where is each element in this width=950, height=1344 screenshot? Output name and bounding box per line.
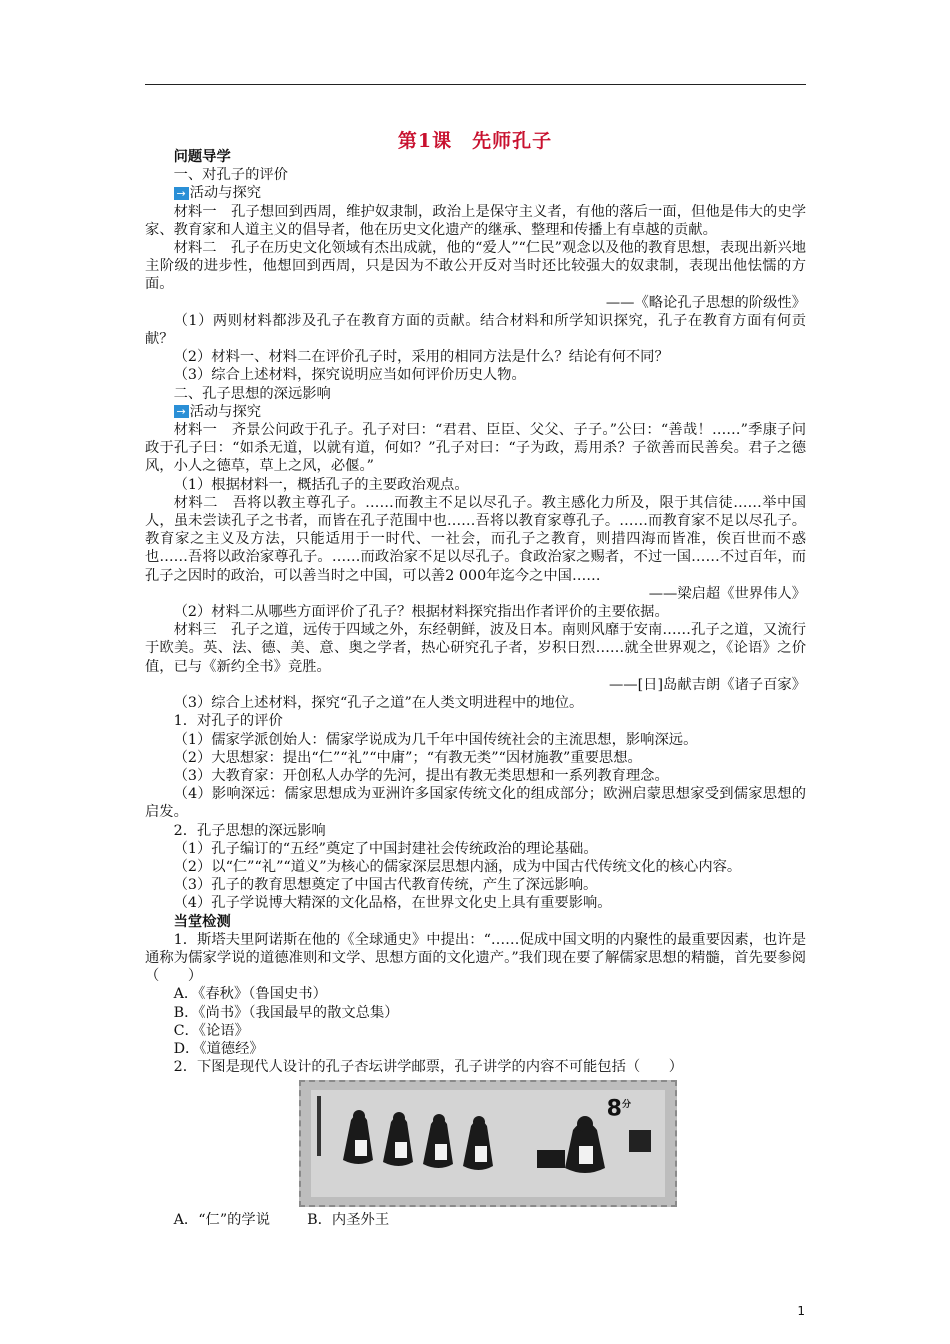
document-body: [145, 148, 806, 1230]
stamp-denomination: $8^分$: [606, 1096, 631, 1122]
option-1a: A．《春秋》（鲁国史书）: [173, 986, 327, 1003]
summary-2b: （2）以“仁”“礼”“道义”为核心的儒家深层思想内涵，成为中国古代传统文化的核心内容。: [173, 858, 742, 875]
summary-1b: （2）大思想家：提出“仁”“礼”“中庸”；“有教无类”“因材施教”重要思想。: [173, 749, 642, 766]
check-question-1: 1．斯塔夫里阿诺斯在他的《全球通史》中提出：“……促成中国文明的内聚性的最重要因素，也许是通称为儒家学说的道德准则和文学、思想方面的文化遗产。”我们现在要了解儒家思想的精髓，首先要参阅（ ）: [145, 931, 806, 985]
summary-2-heading: 2．孔子思想的深远影响: [173, 822, 326, 839]
page-title: 第1课 先师孔子: [397, 130, 553, 152]
activity-label-2: → 活动与探究: [145, 403, 806, 421]
summary-1-heading: 1．对孔子的评价: [173, 713, 283, 730]
summary-2a: （1）孔子编订的“五经”奠定了中国封建社会传统政治的理论基础。: [173, 840, 598, 857]
option-1b: B．《尚书》（我国最早的散文总集）: [173, 1004, 399, 1021]
section-heading-check: 当堂检测: [173, 913, 231, 930]
confucius-stamp-image: [299, 1080, 677, 1207]
part2-material-3-source: ——[日]岛献吉朗《诸子百家》: [608, 676, 806, 693]
question-1: （1）两则材料都涉及孔子在教育方面的贡献。结合材料和所学知识探究，孔子在教育方面有何贡献？: [145, 312, 806, 348]
material-2-source: ——《略论孔子思想的阶级性》: [605, 294, 806, 311]
summary-2d: （4）孔子学说博大精深的文化品格，在世界文化史上具有重要影响。: [173, 895, 612, 912]
part2-material-2-source: ——梁启超《世界伟人》: [648, 585, 806, 602]
page-number: 1: [797, 1304, 805, 1318]
option-2a: A．“仁”的学说: [173, 1212, 271, 1229]
question-3: （3）综合上述材料，探究说明应当如何评价历史人物。: [173, 367, 526, 384]
question-2: （2）材料一、材料二在评价孔子时，采用的相同方法是什么？结论有何不同？: [173, 349, 669, 366]
material-2: 材料二 孔子在历史文化领域有杰出成就，他的“爱人”“仁民”观念以及他的教育思想，表现出新兴地主阶级的进步性，他想回到西周，只是因为不敢公开反对当时还比较强大的奴隶制，表现出他怯懦的方面。: [145, 240, 806, 293]
header-rule: [145, 84, 806, 85]
part2-material-1: 材料一 齐景公问政于孔子。孔子对曰：“君君、臣臣、父父、子子。”公曰：“善哉！……”季康子问政于孔子曰：“如杀无道，以就有道，何如？”孔子对曰：“子为政，焉用杀？子欲善而民善矣。君子之德风，小人之德草，草上之风，必偃。”: [145, 422, 806, 475]
summary-1a: （1）儒家学派创始人：儒家学说成为几千年中国传统社会的主流思想，影响深远。: [173, 731, 698, 748]
option-2b: B．内圣外王: [307, 1212, 390, 1229]
arrow-right-icon: →: [174, 187, 189, 200]
part2-question-2: （2）材料二从哪些方面评价了孔子？根据材料探究指出作者评价的主要依据。: [173, 604, 669, 621]
option-1d: D．《道德经》: [173, 1040, 264, 1057]
summary-2c: （3）孔子的教育思想奠定了中国古代教育传统，产生了深远影响。: [173, 877, 598, 894]
section-heading-guide: 问题导学: [173, 149, 231, 165]
part2-heading: 二、孔子思想的深远影响: [173, 385, 331, 402]
options-row-2: [145, 1211, 806, 1229]
option-1c: C．《论语》: [173, 1022, 249, 1039]
summary-1d: （4）影响深远：儒家思想成为亚洲许多国家传统文化的组成部分；欧洲启蒙思想家受到儒家思想的启发。: [145, 786, 806, 821]
activity-label: → 活动与探究: [145, 184, 806, 202]
part2-question-1: （1）根据材料一，概括孔子的主要政治观点。: [173, 476, 469, 493]
arrow-right-icon: →: [174, 405, 189, 418]
part1-heading: 一、对孔子的评价: [173, 167, 288, 184]
material-1: 材料一 孔子想回到西周，维护奴隶制，政治上是保守主义者，有他的落后一面，但他是伟大的史学家、教育家和人道主义的倡导者，他在历史文化遗产的继承、整理和传播上有卓越的贡献。: [145, 203, 806, 238]
part2-question-3: （3）综合上述材料，探究“孔子之道”在人类文明进程中的地位。: [173, 695, 584, 712]
part2-material-2: 材料二 吾将以教主尊孔子。……而教主不足以尽孔子。教主感化力所及，限于其信徒……举中国人，虽未尝读孔子之书者，而皆在孔子范围中也……吾将以教育家尊孔子。……而教育家不足以尽孔子。教育家之主义及方法，只能适用于一时代、一社会，而孔子之教育，则措四海而皆准，俟百世而不惑也……吾将以政治家尊孔子。……而政治家不足以尽孔子。食政治家之赐者，不过一国……不过百年，而孔子之因时的政治，可以善当时之中国，可以善2 000年迄今之中国……: [145, 494, 806, 584]
summary-1c: （3）大教育家：开创私人办学的先河，提出有教无类思想和一系列教育理念。: [173, 767, 669, 784]
part2-material-3: 材料三 孔子之道，远传于四域之外，东经朝鲜，波及日本。南则风靡于安南……孔子之道，又流行于欧美。英、法、德、美、意、奥之学者，热心研究孔子者，岁积日烈……就全世界观之，《论语》之价值，已与《新约全书》竞胜。: [145, 622, 806, 675]
check-question-2: 2．下图是现代人设计的孔子杏坛讲学邮票，孔子讲学的内容不可能包括（ ）: [173, 1059, 684, 1076]
